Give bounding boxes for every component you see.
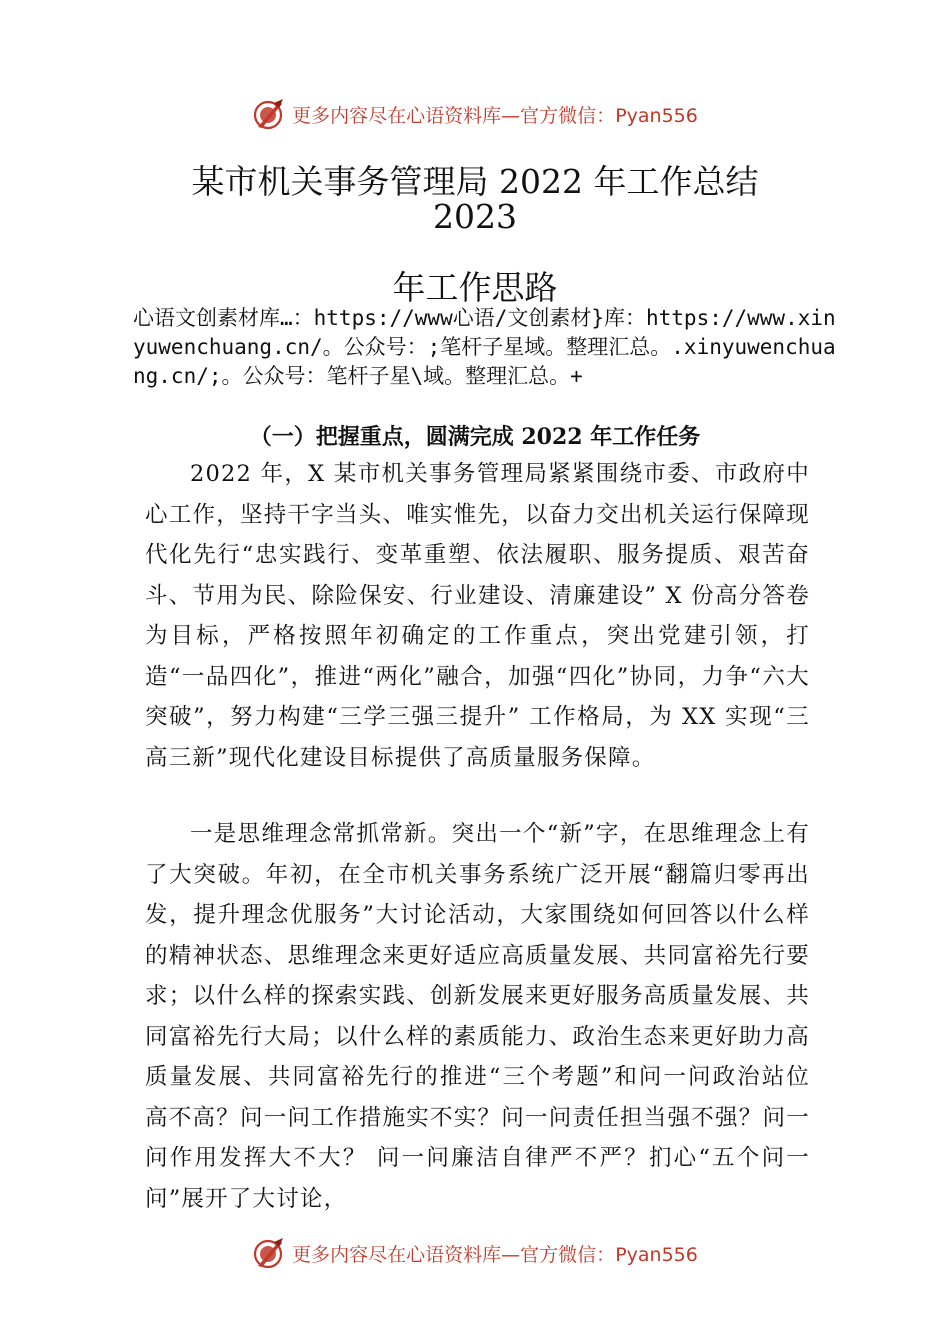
source-note: 心语文创素材库…：https://www心语/文创素材}库：https://www.xinyuwenchuang.cn/。公众号：;笔杆子星域。整理汇总。.xinyuwenchuang.cn/;。公众号：笔杆子星\域。整理汇总。+: [133, 306, 836, 388]
body-paragraph: 一是思维理念常抓常新。突出一个“新”字，在思维理念上有了大突破。年初，在全市机关事务系统广泛开展“翻篇归零再出发，提升理念优服务”大讨论活动，大家围绕如何回答以什么样的精神状态、思维理念来更好适应高质量发展、共同富裕先行要求；以什么样的探索实践、创新发展来更好服务高质量发展、共同富裕先行大局；以什么样的素质能力、政治生态来更好助力高质量发展、共同富裕先行的推进“三个考题”和问一问政治站位高不高？问一问工作措施实不实？问一问责任担当强不强？问一问作用发挥大不大？ 问一问廉洁自律严不严？扪心“五个问一问”展开了大讨论，: [145, 821, 810, 1212]
quill-emblem-icon: [252, 1236, 286, 1270]
banner-content: [252, 1236, 698, 1270]
banner-text: [292, 1240, 698, 1267]
banner-wechat-label: 官方微信：: [520, 1243, 616, 1266]
quill-emblem-icon: [252, 97, 286, 131]
header-banner: [0, 94, 950, 134]
document-title-line1: 某市机关事务管理局 2022 年工作总结: [191, 162, 759, 201]
banner-slogan: 更多内容尽在心语资料库: [292, 1243, 502, 1266]
document-title-line2: 2023: [433, 197, 517, 236]
banner-text: [292, 101, 698, 128]
banner-slogan: 更多内容尽在心语资料库: [292, 104, 502, 127]
banner-wechat-id: Pyan556: [615, 1243, 698, 1266]
banner-separator: —: [501, 104, 521, 127]
banner-wechat-id: Pyan556: [615, 104, 698, 127]
footer-banner: [0, 1233, 950, 1273]
banner-separator: —: [501, 1243, 521, 1266]
section-heading: （一）把握重点，圆满完成 2022 年工作任务: [249, 424, 701, 450]
document-title-line3: 年工作思路: [392, 268, 558, 307]
body-paragraph: 2022 年，X 某市机关事务管理局紧紧围绕市委、市政府中心工作，坚持干字当头、唯实惟先，以奋力交出机关运行保障现代化先行“忠实践行、变革重塑、依法履职、服务提质、艰苦奋斗、节用为民、除险保安、行业建设、清廉建设” X 份高分答卷为目标，严格按照年初确定的工作重点，突出党建引领，打造“一品四化”，推进“两化”融合，加强“四化”协同，力争“六大突破”，努力构建“三学三强三提升” 工作格局，为 XX 实现“三高三新”现代化建设目标提供了高质量服务保障。: [145, 461, 810, 771]
banner-wechat-label: 官方微信：: [520, 104, 616, 127]
banner-content: [252, 97, 698, 131]
